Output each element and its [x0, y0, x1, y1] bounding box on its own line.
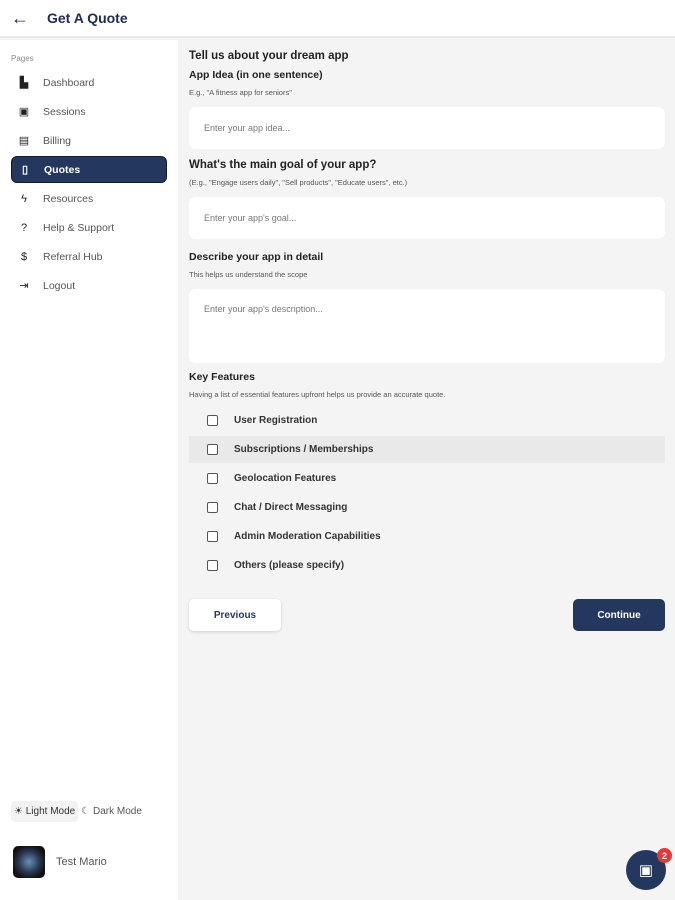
user-profile[interactable]: [13, 846, 107, 878]
light-mode-button[interactable]: ☀ Light Mode: [11, 801, 78, 822]
dark-mode-button[interactable]: ☾ Dark Mode: [81, 806, 142, 817]
feature-checkbox-row[interactable]: [189, 494, 665, 521]
feature-checkbox-row[interactable]: [189, 465, 665, 492]
feature-checkbox-row[interactable]: [189, 552, 665, 579]
user-name: Test Mario: [56, 856, 107, 868]
feature-checkbox-row[interactable]: [189, 523, 665, 550]
feature-label: Chat / Direct Messaging: [234, 502, 348, 513]
app-idea-input[interactable]: [189, 107, 665, 149]
logout-icon: ⇥: [19, 280, 29, 292]
checkbox[interactable]: [207, 444, 218, 455]
checkbox[interactable]: [207, 415, 218, 426]
notification-badge: 2: [657, 848, 672, 863]
sidebar-item-label: Sessions: [43, 105, 86, 118]
app-header: [0, 0, 675, 38]
sidebar-item-dashboard[interactable]: [11, 69, 167, 96]
description-hint: This helps us understand the scope: [189, 270, 308, 279]
theme-toggle: [11, 801, 145, 822]
chat-button[interactable]: [626, 850, 666, 890]
feature-label: Geolocation Features: [234, 473, 337, 484]
feature-label: User Registration: [234, 415, 318, 426]
sidebar-item-label: Help & Support: [43, 221, 115, 234]
sidebar-section-label: Pages: [11, 54, 34, 63]
continue-button[interactable]: Continue: [573, 599, 665, 631]
avatar: [13, 846, 45, 878]
checkbox[interactable]: [207, 531, 218, 542]
sidebar-item-referral-hub[interactable]: [11, 243, 167, 270]
document-icon: ▯: [21, 164, 29, 176]
dollar-icon: $: [20, 250, 28, 263]
feature-label: Admin Moderation Capabilities: [234, 531, 381, 542]
chat-icon: ▣: [638, 862, 654, 879]
feature-checkbox-row[interactable]: [189, 407, 665, 434]
sidebar-item-logout[interactable]: [11, 272, 167, 299]
goal-label: What's the main goal of your app?: [189, 159, 377, 171]
sidebar-nav: [0, 69, 178, 299]
app-goal-input[interactable]: [189, 197, 665, 239]
help-icon: ?: [20, 221, 28, 234]
calendar-icon: ▣: [18, 106, 30, 118]
sidebar-item-label: Dashboard: [43, 76, 95, 89]
feature-label: Others (please specify): [234, 560, 345, 571]
sidebar-item-sessions[interactable]: [11, 98, 167, 125]
checkbox[interactable]: [207, 560, 218, 571]
features-list: [189, 407, 665, 579]
sidebar-item-billing[interactable]: [11, 127, 167, 154]
page-title: Get A Quote: [47, 10, 128, 26]
feature-label: Subscriptions / Memberships: [234, 444, 374, 455]
features-label: Key Features: [189, 371, 255, 383]
feature-checkbox-row[interactable]: [189, 436, 665, 463]
lightning-icon: ϟ: [21, 192, 27, 205]
sidebar-item-label: Referral Hub: [43, 250, 103, 263]
sidebar-item-label: Billing: [43, 134, 72, 147]
idea-hint: E.g., "A fitness app for seniors": [189, 88, 292, 97]
sidebar: [0, 40, 178, 900]
dashboard-icon: ▙: [19, 77, 29, 89]
sidebar-item-help-support[interactable]: [11, 214, 167, 241]
idea-label: App Idea (in one sentence): [189, 69, 323, 81]
description-label: Describe your app in detail: [189, 251, 324, 263]
sidebar-item-label: Resources: [43, 192, 94, 205]
sidebar-item-quotes[interactable]: [11, 156, 167, 183]
previous-button[interactable]: Previous: [189, 599, 281, 631]
app-description-input[interactable]: [189, 289, 665, 363]
form-heading: Tell us about your dream app: [189, 50, 349, 62]
quote-form: [189, 40, 665, 631]
sidebar-item-label: Quotes: [44, 163, 81, 176]
goal-hint: (E.g., "Engage users daily", "Sell products", "Educate users", etc.): [189, 178, 408, 187]
features-hint: Having a list of essential features upfront helps us provide an accurate quote.: [189, 390, 446, 399]
billing-icon: ▤: [18, 135, 30, 147]
checkbox[interactable]: [207, 502, 218, 513]
checkbox[interactable]: [207, 473, 218, 484]
arrow-left-icon[interactable]: ←: [11, 7, 29, 28]
sidebar-item-label: Logout: [43, 279, 76, 292]
sidebar-item-resources[interactable]: [11, 185, 167, 212]
form-actions: [189, 599, 665, 631]
